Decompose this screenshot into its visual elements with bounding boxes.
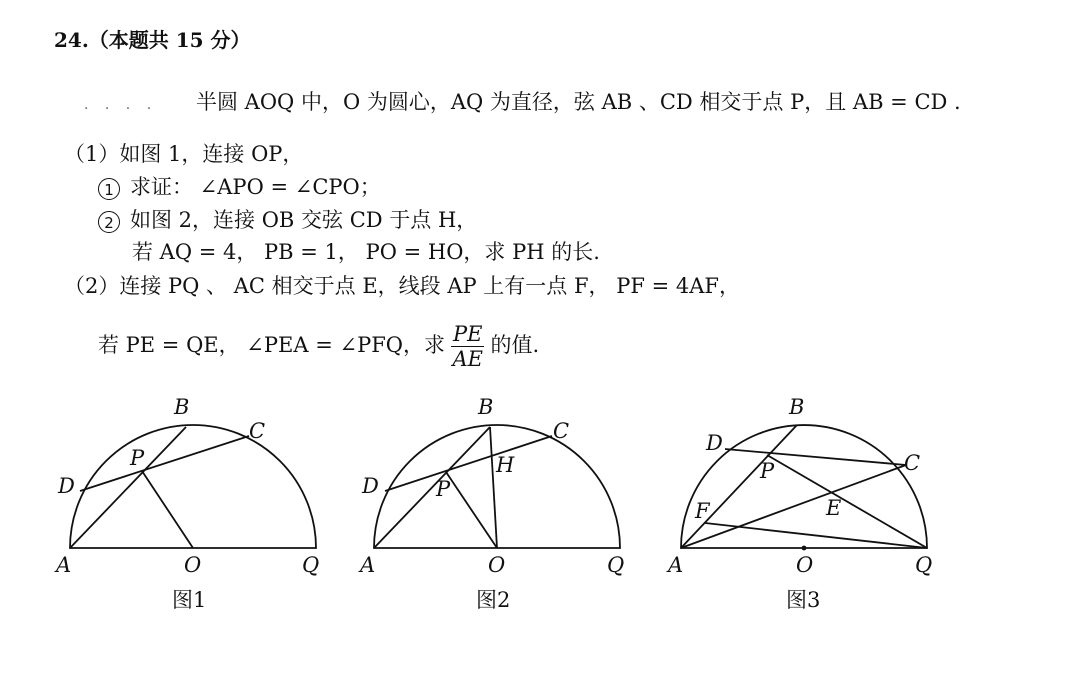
part1-text: （1）如图 1，连接 OP，: [64, 142, 304, 166]
fig2-caption: 图2: [476, 588, 511, 612]
fig1-label-p: P: [130, 446, 145, 470]
fig1-segment-op: [142, 471, 193, 548]
fig1-label-b: B: [174, 395, 190, 419]
circled-number-2: 2: [98, 211, 120, 233]
part2-question-before: 若 PE = QE， ∠PEA = ∠PFQ，求: [98, 333, 445, 357]
fig1-label-a: A: [56, 553, 72, 577]
part1-sub-ii-condition: 若 AQ = 4， PB = 1， PO = HO，求 PH 的长.: [132, 240, 600, 264]
fig1-label-q: Q: [302, 553, 320, 577]
fig2-label-c: C: [553, 419, 570, 443]
fig1-label-d: D: [58, 474, 75, 498]
fig3-segment-ac: [681, 465, 906, 548]
fig3-label-p: P: [760, 459, 775, 483]
part1-sub-ii-text: 如图 2，连接 OB 交弦 CD 于点 H，: [130, 208, 478, 232]
fraction-denominator: AE: [452, 347, 483, 371]
fig3-label-o: O: [796, 553, 814, 577]
fig3-label-q: Q: [915, 553, 933, 577]
fig2-label-b: B: [478, 395, 494, 419]
fig2-label-a: A: [360, 553, 376, 577]
fig1-chord-ab: [70, 427, 186, 548]
fig1-chord-dc: [80, 436, 249, 491]
circled-number-1: 1: [98, 178, 120, 200]
fig3-center-dot: [802, 546, 807, 551]
fig3-segment-pq: [767, 455, 927, 548]
fig2-label-o: O: [488, 553, 506, 577]
figure-1: [54, 395, 319, 612]
fig1-label-c: C: [249, 419, 266, 443]
intro-dots: . . . .: [84, 97, 158, 113]
fig2-semicircle: [374, 425, 620, 548]
part2-text: （2）连接 PQ 、 AC 相交于点 E，线段 AP 上有一点 F， PF = 4AF，: [64, 274, 740, 298]
fig2-chord-dc: [385, 436, 552, 491]
fig2-segment-op: [446, 472, 497, 548]
fig1-semicircle: [70, 425, 316, 548]
fig3-label-d: D: [706, 431, 723, 455]
fig2-label-h: H: [496, 453, 515, 477]
fig3-label-e: E: [826, 496, 842, 520]
figure-3: [666, 395, 932, 612]
fig2-chord-ab: [374, 427, 490, 548]
part2-question-after: 的值.: [490, 333, 540, 357]
fig2-label-d: D: [362, 474, 379, 498]
fig3-label-a: A: [668, 553, 684, 577]
fig1-label-o: O: [184, 553, 202, 577]
fig2-label-q: Q: [607, 553, 625, 577]
fig2-label-p: P: [436, 477, 451, 501]
figure-2: [358, 395, 624, 612]
part1-sub-i-text: 求证： ∠APO = ∠CPO；: [130, 175, 381, 199]
fig1-caption: 图1: [172, 588, 207, 612]
fraction-numerator: PE: [452, 322, 483, 346]
fig3-label-f: F: [695, 499, 710, 523]
problem-title: 24.（本题共 15 分）: [54, 28, 251, 52]
fig2-segment-ob: [490, 427, 497, 548]
fig3-label-c: C: [904, 451, 921, 475]
intro-text: 半圆 AOQ 中，O 为圆心，AQ 为直径，弦 AB 、CD 相交于点 P，且 AB = CD .: [196, 90, 961, 114]
fig3-caption: 图3: [786, 588, 821, 612]
fig3-label-b: B: [789, 395, 805, 419]
fig3-segment-fq: [705, 523, 927, 548]
